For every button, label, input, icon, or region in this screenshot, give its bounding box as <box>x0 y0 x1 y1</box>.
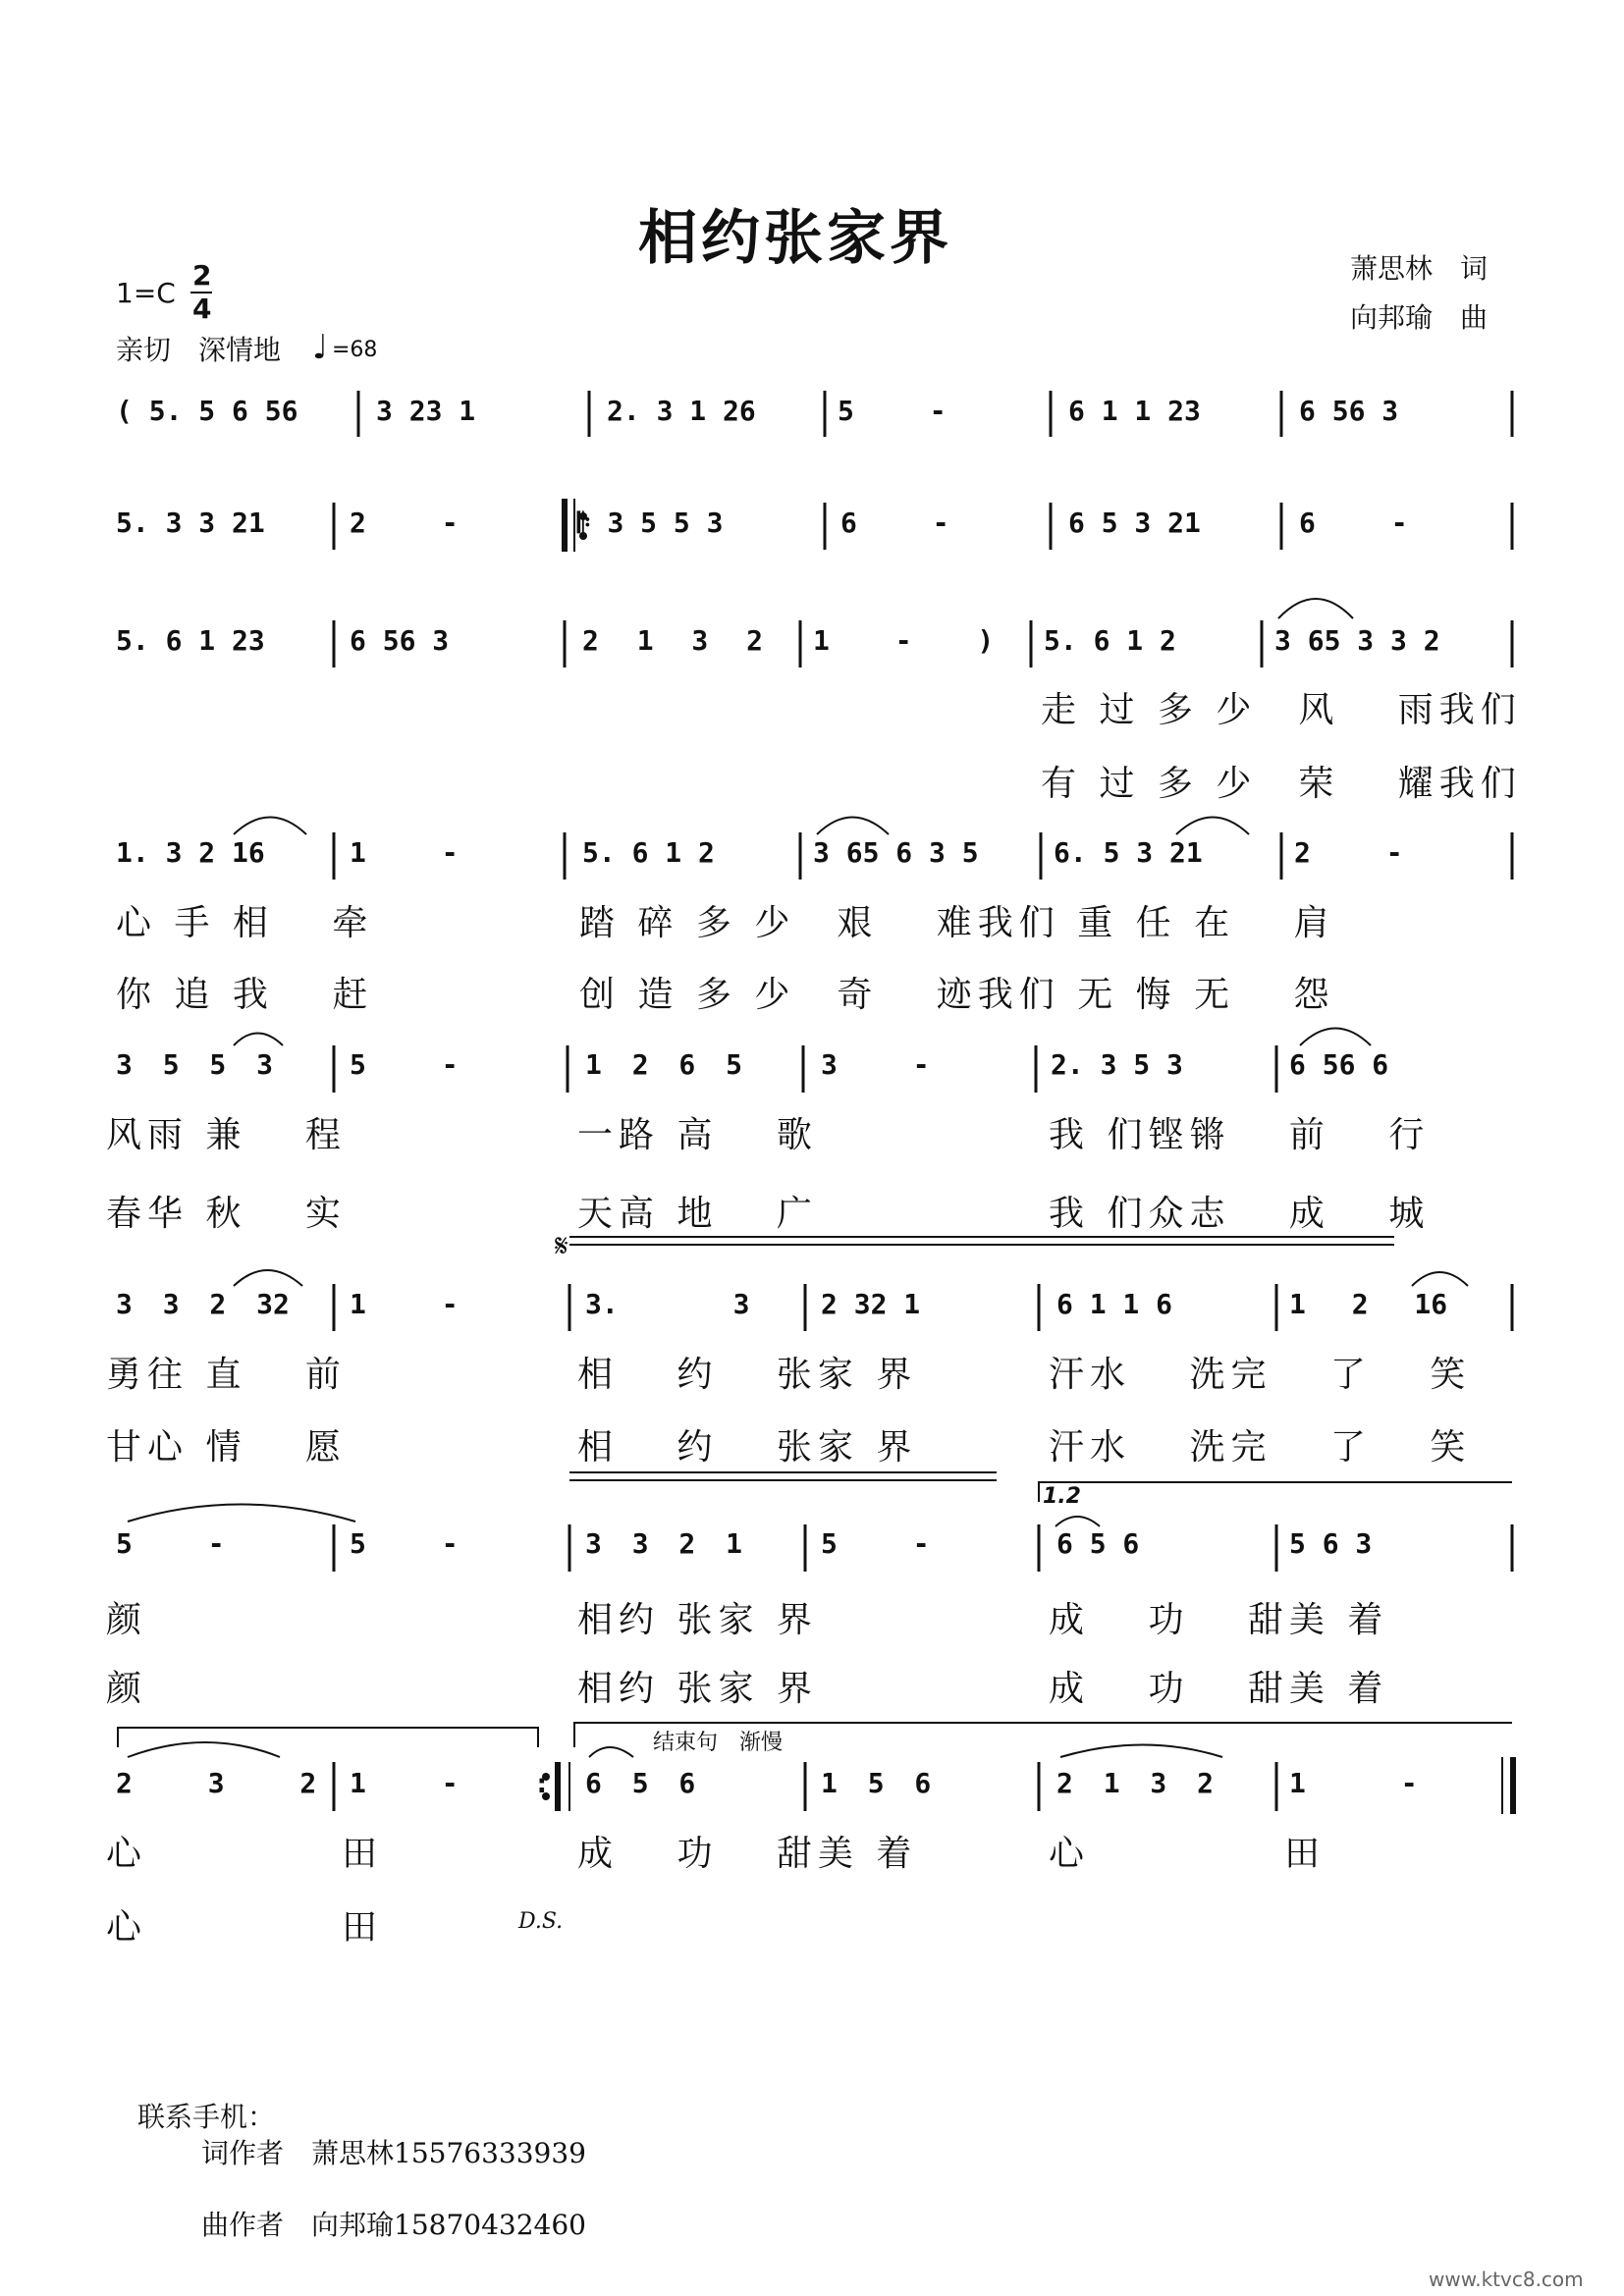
volta-label: 1.2 <box>1043 1484 1081 1509</box>
time-signature-bottom: 4 <box>192 293 212 325</box>
key-signature: 1=C <box>116 277 176 309</box>
page-title: 相约张家界 <box>638 204 952 273</box>
expression-marking: 亲切 深情地 <box>116 334 282 366</box>
lyric-row-4b-start: 你 追 我 赶 <box>116 975 374 1015</box>
composer-contact: 曲作者 向邦瑜15870432460 <box>201 2209 586 2241</box>
tempo-marking: =68 <box>332 338 378 362</box>
lyric-row-3b: 有 过 多 少 荣 耀我们 <box>1041 764 1522 804</box>
lyric-row-4a-start: 心 手 相 牵 <box>116 903 374 943</box>
segno-sign: 𝄋 <box>555 1227 568 1264</box>
ds-marking: D.S. <box>518 1909 564 1934</box>
quarter-note-icon: ♩ <box>312 328 329 367</box>
lyric-row-4a-end: 踏 碎 多 少 艰 难我们 重 任 在 肩 <box>579 903 1335 943</box>
time-signature-top: 2 <box>192 259 212 292</box>
contact-label: 联系手机： <box>137 2101 276 2133</box>
composer-credit: 向邦瑜 曲 <box>1350 301 1489 334</box>
watermark: www.ktvc8.com <box>1429 2268 1584 2291</box>
lyricist-contact: 词作者 萧思林15576333939 <box>201 2137 586 2169</box>
ending-marking: 结束句 渐慢 <box>653 1731 784 1755</box>
lyric-row-4b-end: 创 造 多 少 奇 迹我们 无 悔 无 怨 <box>579 975 1335 1015</box>
lyricist-credit: 萧思林 词 <box>1350 252 1489 285</box>
lyric-row-3a: 走 过 多 少 风 雨我们 <box>1041 690 1522 730</box>
